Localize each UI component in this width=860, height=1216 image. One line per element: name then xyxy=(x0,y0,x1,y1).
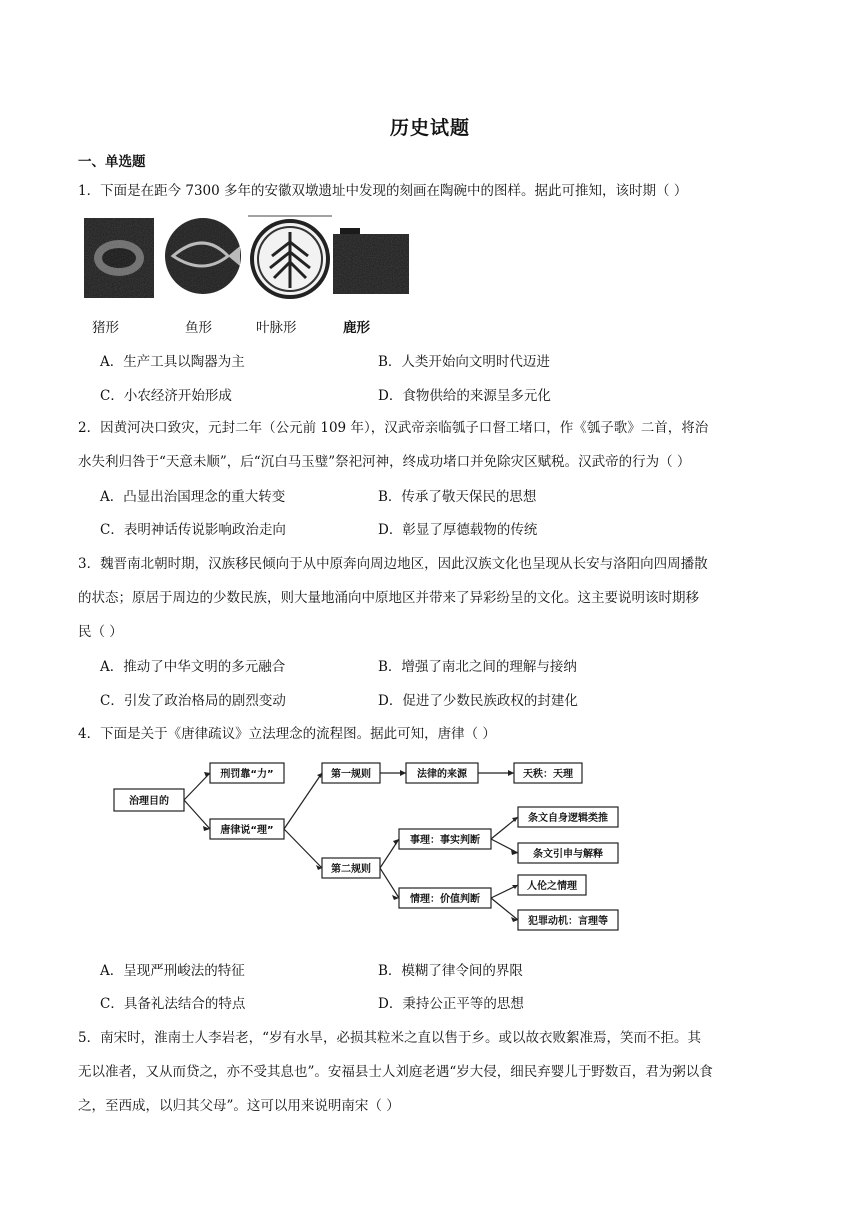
flow-xingfa-text: 刑罚靠“力” xyxy=(220,769,274,780)
flow-root-text: 治理目的 xyxy=(129,796,169,807)
deer-label: 鹿形 xyxy=(343,320,370,336)
flow-source-text: 法律的来源 xyxy=(417,769,467,780)
q1-option-b[interactable]: B．人类开始向文明时代迈进 xyxy=(378,354,550,370)
flowchart-diagram xyxy=(112,752,632,942)
page-title: 历史试题 xyxy=(389,117,470,139)
q3-option-b[interactable]: B．增强了南北之间的理解与接纳 xyxy=(378,659,577,675)
q3-option-c[interactable]: C．引发了政治格局的剧烈变动 xyxy=(100,693,286,709)
leaf-vein-pattern-icon xyxy=(248,216,332,297)
q1-option-a[interactable]: A．生产工具以陶器为主 xyxy=(100,354,245,370)
flow-dongji-text: 犯罪动机：言理等 xyxy=(528,916,608,927)
pig-label: 猪形 xyxy=(92,320,119,336)
flow-tuitui-text: 条文自身逻辑类推 xyxy=(528,813,608,824)
deer-pattern-icon xyxy=(333,228,409,294)
q4-option-c[interactable]: C．具备礼法结合的特点 xyxy=(100,996,246,1012)
leaf-vein-label: 叶脉形 xyxy=(256,320,297,336)
fish-label: 鱼形 xyxy=(185,320,212,336)
question-2-line-2: 水失利归咎于“天意未顺”，后“沉白马玉璧”祭祀河神，终成功堵口并免除灾区赋税。汉武帝的行为（ ） xyxy=(78,454,691,470)
flow-renlun-text: 人伦之情理 xyxy=(527,881,577,892)
question-3-line-2: 的状态；原居于周边的少数民族，则大量地涌向中原地区并带来了异彩纷呈的文化。这主要说明该时期移 xyxy=(78,590,699,606)
question-5-line-1: 5．南宋时，淮南士人李岩老，“岁有水旱，必损其粒米之直以售于乡。或以故衣败絮准焉，笑而不拒。其 xyxy=(78,1030,701,1046)
question-3-line-1: 3．魏晋南北朝时期，汉族移民倾向于从中原奔向周边地区，因此汉族文化也呈现从长安与洛阳向四周播散 xyxy=(78,556,708,572)
flow-rule2-text: 第二规则 xyxy=(331,864,371,875)
q3-option-a[interactable]: A．推动了中华文明的多元融合 xyxy=(100,659,286,675)
flow-shili-text: 事理：事实判断 xyxy=(410,835,480,846)
fish-pattern-icon xyxy=(165,218,241,294)
q1-option-c[interactable]: C．小农经济开始形成 xyxy=(100,388,232,404)
q2-option-a[interactable]: A．凸显出治国理念的重大转变 xyxy=(100,489,286,505)
q4-option-d[interactable]: D．秉持公正平等的思想 xyxy=(378,996,524,1012)
question-4-stem: 4．下面是关于《唐律疏议》立法理念的流程图。据此可知，唐律（ ） xyxy=(78,726,496,742)
q4-option-a[interactable]: A．呈现严刑峻法的特征 xyxy=(100,963,245,979)
question-3-line-3: 民（ ） xyxy=(78,624,123,640)
q2-option-d[interactable]: D．彰显了厚德载物的传统 xyxy=(378,522,538,538)
flow-tianzhi-text: 天秩：天理 xyxy=(523,769,573,780)
question-5-line-2: 无以准者，又从而贷之，亦不受其息也”。安福县士人刘庭老遇“岁大侵，细民弃婴儿于野数百，君为粥以食 xyxy=(78,1064,713,1080)
section-heading: 一、单选题 xyxy=(78,154,146,170)
question-2-line-1: 2．因黄河决口致灾，元封二年（公元前 109 年），汉武帝亲临瓠子口督工堵口，作《瓠子歌》二首，将治 xyxy=(78,420,709,436)
pottery-patterns-image xyxy=(78,212,413,302)
flow-qingli-text: 情理：价值判断 xyxy=(410,894,480,905)
question-1-stem: 1．下面是在距今 7300 多年的安徽双墩遗址中发现的刻画在陶碗中的图样。据此可推知，该时期（ ） xyxy=(78,183,688,199)
question-5-line-3: 之，至西成，以归其父母”。这可以用来说明南宋（ ） xyxy=(78,1098,400,1114)
q2-option-c[interactable]: C．表明神话传说影响政治走向 xyxy=(100,522,286,538)
pig-pattern-icon xyxy=(84,218,154,298)
q4-option-b[interactable]: B．模糊了律令间的界限 xyxy=(378,963,523,979)
q3-option-d[interactable]: D．促进了少数民族政权的封建化 xyxy=(378,693,578,709)
flow-jieshi-text: 条文引申与解释 xyxy=(533,849,603,860)
flow-tanglv-text: 唐律说“理” xyxy=(220,825,274,836)
q2-option-b[interactable]: B．传承了敬天保民的思想 xyxy=(378,489,537,505)
flow-rule1-text: 第一规则 xyxy=(331,769,371,780)
q1-option-d[interactable]: D．食物供给的来源呈多元化 xyxy=(378,388,551,404)
